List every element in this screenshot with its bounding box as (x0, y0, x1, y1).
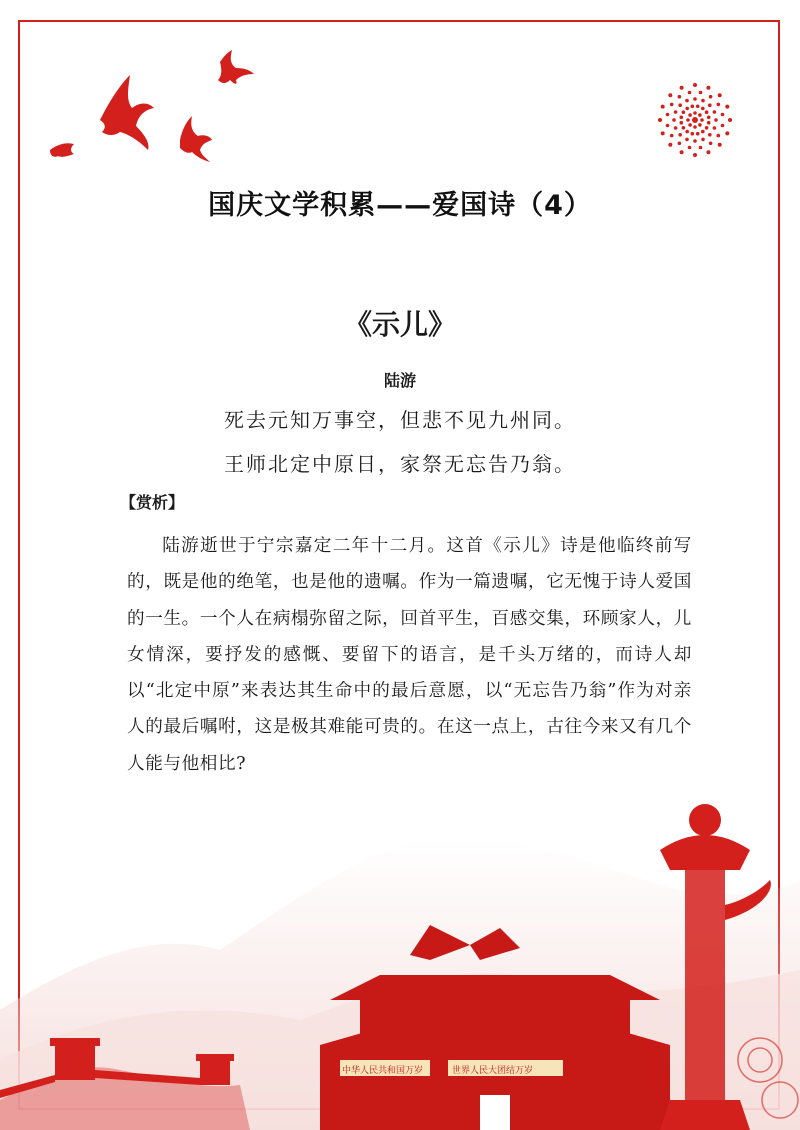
birds-decoration (40, 40, 270, 170)
firework-dot (680, 86, 684, 90)
firework-dot (693, 97, 697, 101)
firework-dot (693, 153, 697, 157)
firework-dot (708, 133, 712, 137)
firework-dot (705, 110, 709, 114)
firework-dot (666, 113, 670, 117)
firework-dot (691, 132, 695, 136)
firework-dot (701, 99, 705, 103)
firework-dot (705, 126, 709, 130)
firework-burst-icon (655, 80, 735, 160)
analysis-label: 【赏析】 (120, 493, 185, 512)
firework-dot (693, 111, 697, 115)
firework-dot (728, 118, 732, 122)
firework-dot (668, 143, 672, 147)
firework-dot (685, 99, 689, 103)
poem-author: 陆游 (383, 371, 416, 390)
flying-dove-icon (100, 75, 154, 150)
firework-dot (721, 113, 725, 117)
firework-dot (693, 83, 697, 87)
firework-dot (701, 107, 705, 111)
firework-dot (709, 142, 713, 146)
firework-dot (696, 132, 700, 136)
firework-dot (725, 131, 729, 135)
firework-dot (698, 123, 702, 127)
firework-dot (701, 130, 705, 134)
firework-dot (682, 126, 686, 130)
landscape-illustration (0, 760, 800, 1130)
firework-dot (709, 95, 713, 99)
flying-dove-icon (218, 50, 254, 84)
firework-dot (718, 93, 722, 97)
firework-dot (698, 113, 702, 117)
firework-dot (701, 138, 705, 142)
firework-dot (725, 105, 729, 109)
gate-banner-left: 世界人民大团结万岁 (452, 1066, 534, 1076)
firework-dot (686, 118, 690, 122)
firework-dot (696, 105, 700, 109)
gate-banner-right: 中华人民共和国万岁 (342, 1066, 424, 1076)
firework-dot (706, 150, 710, 154)
firework-dot (721, 124, 725, 128)
poem-line-2: 王师北定中原日，家祭无忘告乃翁。 (224, 452, 576, 476)
firework-dot (707, 116, 711, 120)
firework-dot (674, 110, 678, 114)
firework-dot (699, 91, 703, 95)
firework-dot (693, 139, 697, 143)
firework-dot (700, 118, 704, 122)
firework-dot (685, 138, 689, 142)
firework-dot (708, 103, 712, 107)
firework-dot (680, 116, 684, 120)
firework-dot (688, 91, 692, 95)
firework-dot (685, 107, 689, 111)
firework-dot (678, 95, 682, 99)
page-title: 国庆文学积累——爱国诗（4） (208, 190, 592, 221)
firework-dot (688, 146, 692, 150)
firework-dot (713, 110, 717, 114)
firework-dot (658, 118, 662, 122)
firework-dot (685, 130, 689, 134)
firework-dot (714, 118, 718, 122)
firework-dot (670, 103, 674, 107)
firework-dot (668, 93, 672, 97)
firework-dot (693, 125, 697, 129)
firework-dot (717, 103, 721, 107)
firework-dot (688, 113, 692, 117)
firework-dot (692, 117, 698, 123)
firework-dot (680, 121, 684, 125)
firework-dot (666, 124, 670, 128)
flying-dove-icon (180, 116, 212, 162)
firework-dot (661, 105, 665, 109)
firework-dot (680, 150, 684, 154)
firework-dot (674, 126, 678, 130)
firework-dot (717, 134, 721, 138)
poem-line-1: 死去元知万事空，但悲不见九州同。 (224, 408, 576, 432)
firework-dot (688, 123, 692, 127)
firework-dot (678, 142, 682, 146)
firework-dot (670, 134, 674, 138)
firework-dot (691, 105, 695, 109)
analysis-paragraph: 陆游逝世于宁宗嘉定二年十二月。这首《示儿》诗是他临终前写的，既是他的绝笔，也是他的遗嘱。作为一篇遗嘱，它无愧于诗人爱国的一生。一个人在病榻弥留之际，回首平生，百感交集，环顾家人，儿女情深，要抒发的感慨、要留下的语言，是千头万绪的，而诗人却以“北定中原”来表达其生命中的最后意愿，以“无忘告乃翁”作为对亲人的最后嘱咐，这是极其难能可贵的。在这一点上，古往今来又有几个人能与他相比? (127, 536, 692, 774)
flying-dove-icon (50, 143, 74, 157)
firework-dot (678, 103, 682, 107)
firework-dot (699, 146, 703, 150)
firework-dot (718, 143, 722, 147)
firework-dot (713, 126, 717, 130)
firework-dot (678, 133, 682, 137)
firework-dot (706, 86, 710, 90)
firework-dot (707, 121, 711, 125)
firework-dot (672, 118, 676, 122)
firework-dot (682, 110, 686, 114)
firework-dot (661, 131, 665, 135)
poem-title: 《示儿》 (343, 308, 456, 341)
